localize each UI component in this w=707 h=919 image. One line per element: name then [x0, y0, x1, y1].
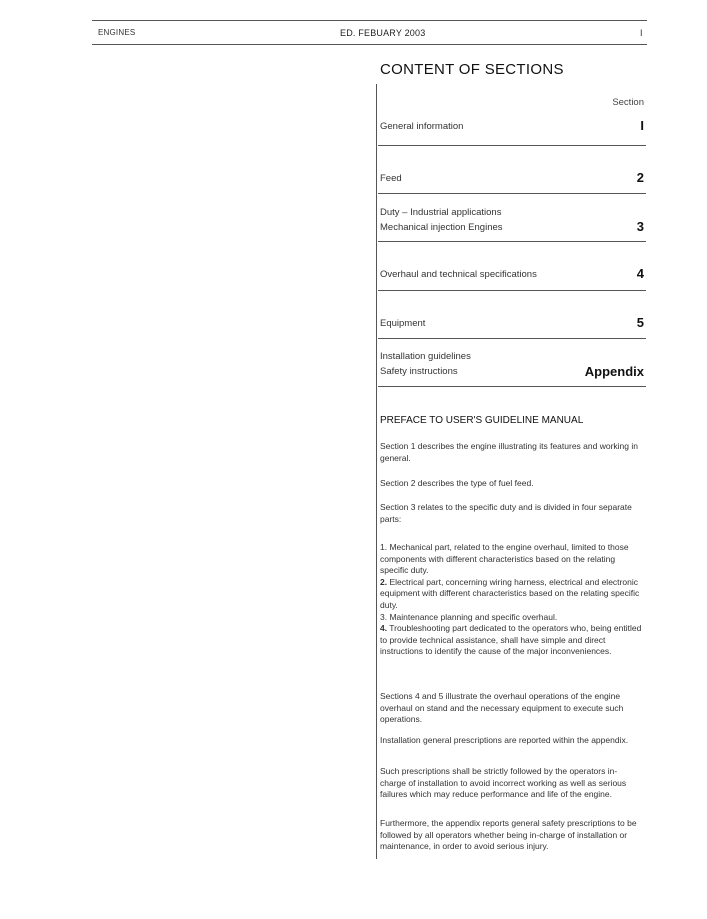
header-manual-name: ENGINES	[98, 28, 136, 37]
list-item-number: 4.	[380, 623, 388, 634]
section-number-4: 4	[636, 266, 644, 281]
preface-paragraph-7: Furthermore, the appendix reports general safety prescriptions to be followed by all operators whether being in-charge of installation or maintenance, in order to avoid serious injury.	[380, 818, 637, 852]
list-item-text: Troubleshooting part dedicated to the operators who, being entitled to provide technical assistance, shall have simple and direct instructions to identify the cause of the major inconveniences.	[380, 623, 642, 657]
section-column-label: Section	[612, 97, 644, 108]
list-item	[380, 542, 642, 577]
section-number-3: 3	[636, 219, 644, 234]
list-item-number: 1.	[380, 542, 388, 552]
list-item-number: 2.	[380, 576, 388, 587]
preface-paragraph-1: Section 1 describes the engine illustrating its features and working in general.	[380, 441, 638, 463]
row-separator	[378, 241, 646, 242]
contents-row-equipment[interactable]	[380, 317, 425, 332]
preface-title: PREFACE TO USER'S GUIDELINE MANUAL	[380, 415, 584, 426]
preface-parts-list	[380, 542, 642, 658]
list-item-text: Maintenance planning and specific overhaul.	[387, 611, 558, 622]
row-separator	[378, 145, 646, 146]
preface-paragraph-6: Such prescriptions shall be strictly followed by the operators in-charge of installation to avoid incorrect working as well as serious failures which may reduce performance and life of the engine.	[380, 766, 627, 800]
row-label-line-2: Safety instructions	[380, 365, 458, 377]
list-item	[380, 623, 642, 658]
list-item-text: Electrical part, concerning wiring harness, electrical and electronic equipment with different characteristics based on the relating specific duty.	[380, 576, 640, 610]
contents-title: CONTENT OF SECTIONS	[380, 61, 564, 78]
section-appendix-label: Appendix	[584, 364, 644, 379]
section-number-5: 5	[636, 315, 644, 330]
preface-paragraph-4: Sections 4 and 5 illustrate the overhaul operations of the engine overhaul on stand and the necessary equipment to execute such operations.	[380, 691, 624, 725]
row-separator	[378, 290, 646, 291]
contents-row-feed[interactable]	[380, 172, 402, 187]
row-label-line-2: Mechanical injection Engines	[380, 221, 503, 233]
contents-row-overhaul[interactable]	[380, 268, 537, 283]
header-bottom-rule	[92, 44, 647, 45]
list-item	[380, 577, 642, 612]
preface-paragraph-5: Installation general prescriptions are reported within the appendix.	[380, 735, 629, 745]
row-label: General information	[380, 121, 464, 132]
row-label-line-1: Installation guidelines	[380, 351, 471, 362]
row-label: Feed	[380, 173, 402, 184]
row-separator	[378, 193, 646, 194]
header-page-number: I	[640, 28, 643, 38]
row-label: Overhaul and technical specifications	[380, 269, 537, 280]
header-top-rule	[92, 20, 647, 21]
list-item	[380, 612, 642, 624]
row-separator	[378, 338, 646, 339]
preface-paragraph-3: Section 3 relates to the specific duty and is divided in four separate parts:	[380, 502, 632, 524]
list-item-number: 3.	[380, 611, 388, 622]
section-number-2: 2	[636, 170, 644, 185]
contents-row-appendix[interactable]	[380, 350, 471, 379]
contents-row-general-information[interactable]	[380, 120, 463, 135]
row-label-line-1: Duty – Industrial applications	[380, 207, 502, 218]
contents-row-duty[interactable]	[380, 206, 503, 235]
list-item-text: Mechanical part, related to the engine overhaul, limited to those components with different characteristics based on the relating specific duty.	[380, 542, 629, 576]
row-separator	[378, 386, 646, 387]
row-label: Equipment	[380, 318, 426, 329]
section-number-1: I	[640, 118, 644, 133]
preface-paragraph-2: Section 2 describes the type of fuel feed.	[380, 478, 534, 488]
header-edition: ED. FEBUARY 2003	[340, 28, 426, 38]
column-left-rule	[376, 84, 377, 859]
